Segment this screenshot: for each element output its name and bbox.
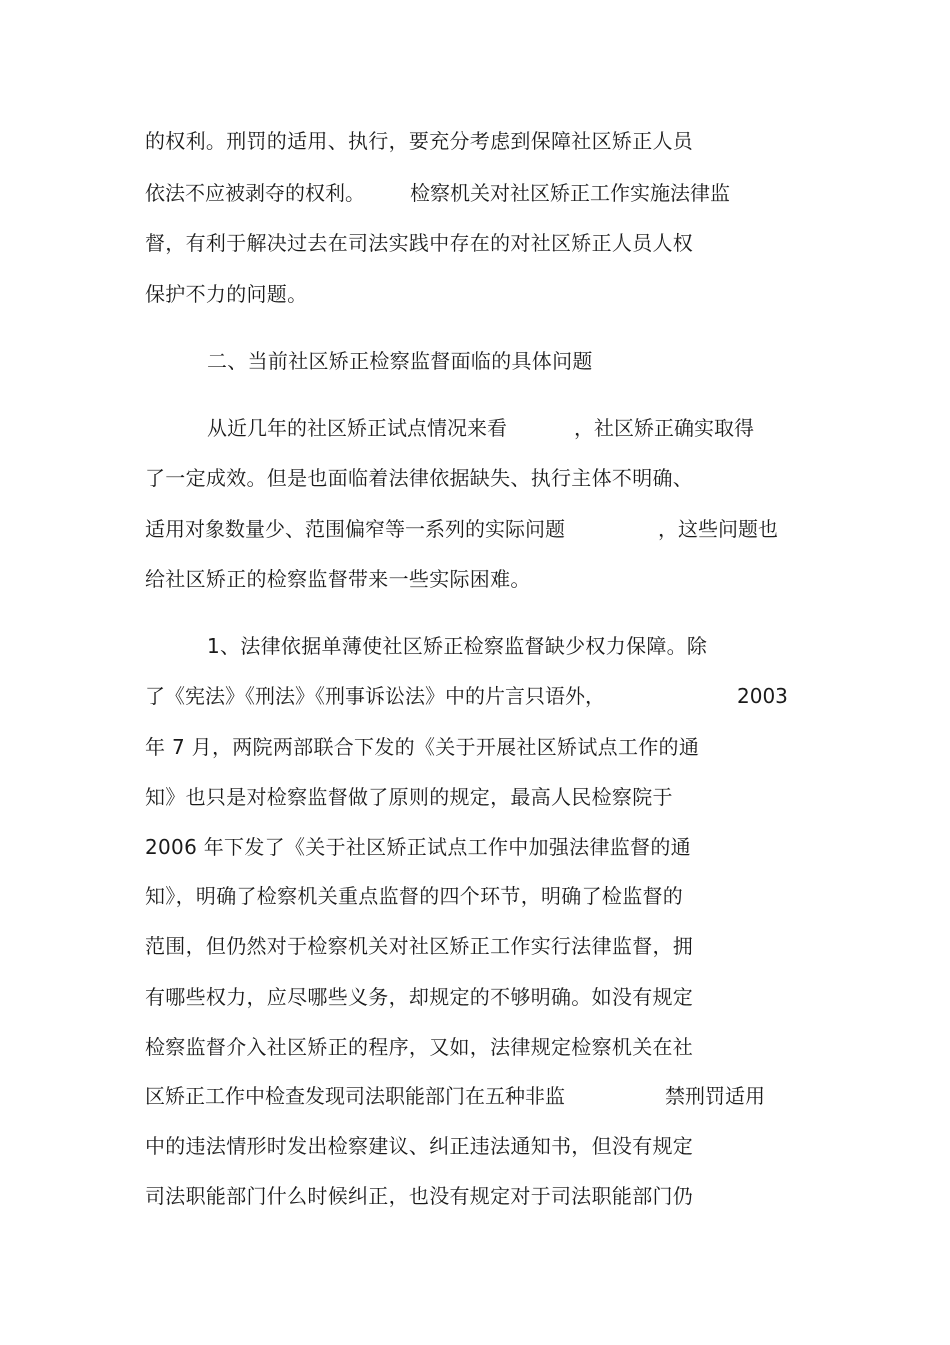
text-line: 从近几年的社区矫正试点情况来看 <box>207 416 507 440</box>
text-line: 中的违法情形时发出检察建议、纠正违法通知书，但没有规定 <box>145 1134 694 1158</box>
text-line: 适用对象数量少、范围偏窄等一系列的实际问题 <box>145 517 565 541</box>
text-line: 范围，但仍然对于检察机关对社区矫正工作实行法律监督，拥 <box>145 934 694 958</box>
text-line: 知》也只是对检察监督做了原则的规定，最高人民检察院于 <box>145 785 673 809</box>
text-line: 2003 <box>737 684 788 708</box>
text-line: 区矫正工作中检查发现司法职能部门在五种非监 <box>145 1084 565 1108</box>
text-line: 有哪些权力，应尽哪些义务，却规定的不够明确。如没有规定 <box>145 985 694 1009</box>
text-line: 保护不力的问题。 <box>145 282 308 306</box>
text-line: ，社区矫正确实取得 <box>574 416 754 440</box>
text-line: 知》，明确了检察机关重点监督的四个环节，明确了检监督的 <box>145 884 684 908</box>
text-line: 的权利。刑罚的适用、执行，要充分考虑到保障社区矫正人员 <box>145 129 694 153</box>
text-line: 检察机关对社区矫正工作实施法律监 <box>410 181 730 205</box>
text-line: 年 7 月，两院两部联合下发的《关于开展社区矫试点工作的通 <box>145 735 700 759</box>
text-line: 给社区矫正的检察监督带来一些实际困难。 <box>145 567 531 591</box>
text-line: 依法不应被剥夺的权利。 <box>145 181 365 205</box>
text-line: 检察监督介入社区矫正的程序，又如，法律规定检察机关在社 <box>145 1035 694 1059</box>
text-line: 2006 年下发了《关于社区矫正试点工作中加强法律监督的通 <box>145 835 691 859</box>
section-heading: 二、当前社区矫正检察监督面临的具体问题 <box>207 349 593 373</box>
text-line: ，这些问题也 <box>658 517 778 541</box>
text-line: 了一定成效。但是也面临着法律依据缺失、执行主体不明确、 <box>145 466 694 490</box>
text-line: 督，有利于解决过去在司法实践中存在的对社区矫正人员人权 <box>145 231 694 255</box>
text-line: 1、法律依据单薄使社区矫正检察监督缺少权力保障。除 <box>207 634 708 658</box>
text-line: 禁刑罚适用 <box>665 1084 765 1108</box>
text-line: 了《宪法》《刑法》《刑事诉讼法》中的片言只语外， <box>145 684 605 708</box>
text-line: 司法职能部门什么时候纠正，也没有规定对于司法职能部门仍 <box>145 1184 694 1208</box>
